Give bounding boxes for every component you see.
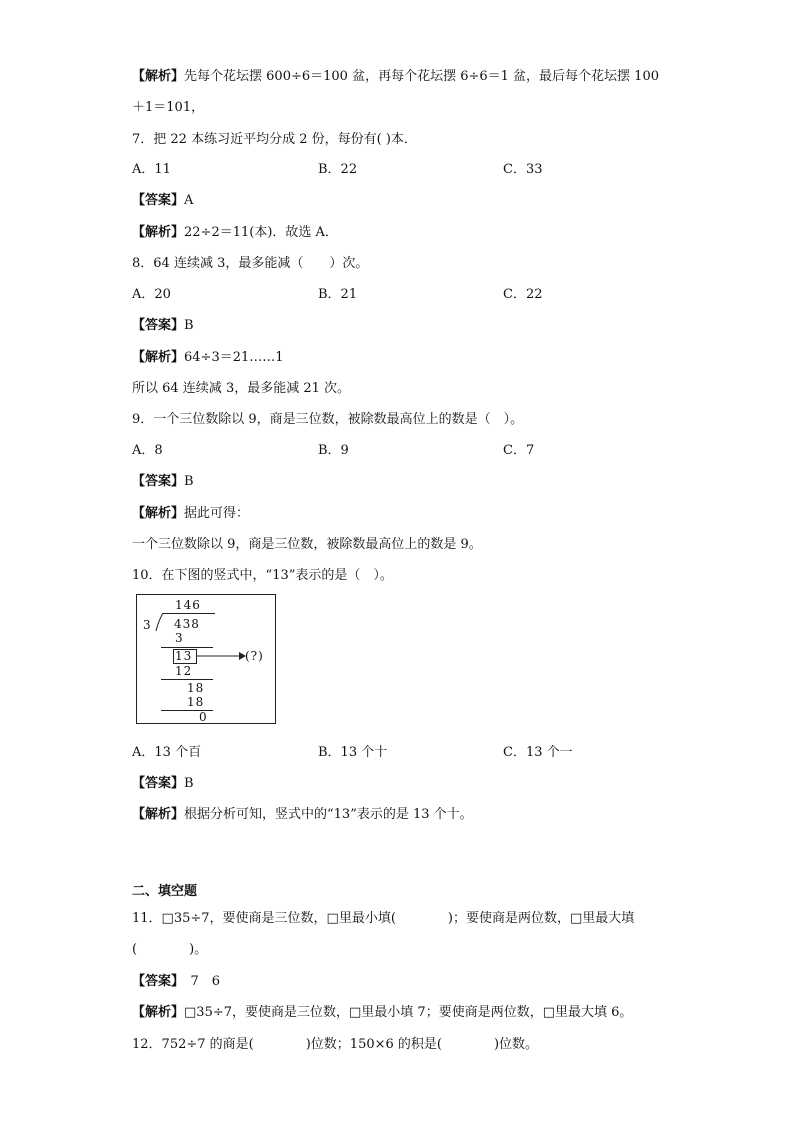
q10-option-b: B．13 个十 — [318, 745, 388, 760]
remainder: 0 — [199, 710, 208, 724]
analysis-tag: 【解析】 — [132, 807, 185, 822]
analysis-text: □35÷7，要使商是三位数，□里最小填 7；要使商是两位数，□里最大填 6。 — [184, 1005, 633, 1020]
q8-answer — [132, 317, 194, 335]
answer-tag: 【答案】 — [132, 974, 178, 989]
q7-analysis — [132, 224, 338, 242]
subtract-step-3: 18 — [187, 695, 205, 709]
partial-18: 18 — [187, 681, 205, 695]
q12-stem: 12．752÷7 的商是( )位数；150×6 的积是( )位数。 — [132, 1037, 539, 1052]
q8-analysis-line2: 所以 64 连续减 3，最多能减 21 次。 — [132, 381, 351, 396]
answer-tag: 【答案】 — [132, 318, 185, 333]
divisor: 3 — [143, 618, 152, 632]
q9-analysis — [132, 505, 249, 523]
answer-text: A — [184, 193, 194, 208]
q8-option-a: A．20 — [132, 287, 171, 302]
analysis-tag: 【解析】 — [132, 350, 185, 365]
q11-stem-line2: ( )。 — [132, 942, 208, 957]
rule-1 — [161, 647, 213, 648]
q10-option-a: A．13 个百 — [132, 745, 202, 760]
subtract-step-1: 3 — [175, 631, 184, 645]
q9-option-c: C．7 — [503, 443, 535, 458]
analysis-tag: 【解析】 — [132, 1005, 185, 1020]
analysis-text: 根据分析可知，竖式中的“13”表示的是 13 个十。 — [184, 807, 473, 822]
section-title: 二、填空题 — [132, 884, 198, 899]
answer-text: B — [184, 318, 194, 333]
long-division-figure — [136, 594, 276, 724]
division-bar — [163, 613, 215, 614]
analysis-text: 据此可得： — [184, 506, 250, 521]
rule-2 — [161, 679, 213, 680]
q11-stem: 11．□35÷7，要使商是三位数，□里最小填( )；要使商是两位数，□里最大填 — [132, 911, 635, 926]
analysis-tag: 【解析】 — [132, 69, 185, 84]
q7-option-b: B．22 — [318, 162, 358, 177]
q9-analysis-line2: 一个三位数除以 9，商是三位数，被除数最高位上的数是 9。 — [132, 537, 482, 552]
q11-answer — [132, 973, 220, 991]
q10-stem: 10．在下图的竖式中，“13”表示的是（ ）。 — [132, 568, 393, 583]
q9-option-b: B．9 — [318, 443, 349, 458]
q8-option-c: C．22 — [503, 287, 543, 302]
q7-option-a: A．11 — [132, 162, 171, 177]
q10-analysis — [132, 806, 473, 824]
subtract-step-2: 12 — [175, 664, 193, 678]
analysis-text: 先每个花坛摆 600÷6＝100 盆，再每个花坛摆 6÷6＝1 盆，最后每个花坛摆 100 — [184, 69, 659, 84]
q9-stem: 9．一个三位数除以 9，商是三位数，被除数最高位上的数是（ ）。 — [132, 412, 524, 427]
answer-text: B — [184, 776, 194, 791]
q7-answer — [132, 192, 193, 210]
q8-analysis — [132, 349, 284, 367]
answer-tag: 【答案】 — [132, 776, 185, 791]
q11-analysis — [132, 1004, 632, 1022]
q7-option-c: C．33 — [503, 162, 543, 177]
q6-analysis-line1 — [132, 68, 659, 86]
q8-option-b: B．21 — [318, 287, 358, 302]
analysis-text: 64÷3＝21……1 — [184, 350, 284, 365]
division-bracket — [155, 612, 167, 632]
answer-tag: 【答案】 — [132, 193, 185, 208]
q6-analysis-line2: ＋1＝101， — [132, 100, 205, 115]
q10-option-c: C．13 个一 — [503, 745, 573, 760]
arrow-label: (?) — [245, 649, 264, 663]
answer-text: 7 6 — [177, 974, 221, 989]
q7-stem: 7．把 22 本练习近平均分成 2 份，每份有( )本． — [132, 132, 417, 147]
dividend: 438 — [174, 617, 200, 631]
quotient: 146 — [175, 598, 201, 612]
answer-tag: 【答案】 — [132, 474, 185, 489]
q9-option-a: A．8 — [132, 443, 163, 458]
analysis-tag: 【解析】 — [132, 506, 185, 521]
arrow-icon — [197, 650, 247, 662]
q8-stem: 8．64 连续减 3，最多能减（ ）次。 — [132, 256, 369, 271]
answer-text: B — [184, 474, 194, 489]
q10-answer — [132, 775, 194, 793]
q9-answer — [132, 473, 194, 491]
partial-13: 13 — [175, 649, 193, 663]
analysis-text: 22÷2＝11(本)．故选 A． — [184, 225, 338, 240]
analysis-tag: 【解析】 — [132, 225, 185, 240]
